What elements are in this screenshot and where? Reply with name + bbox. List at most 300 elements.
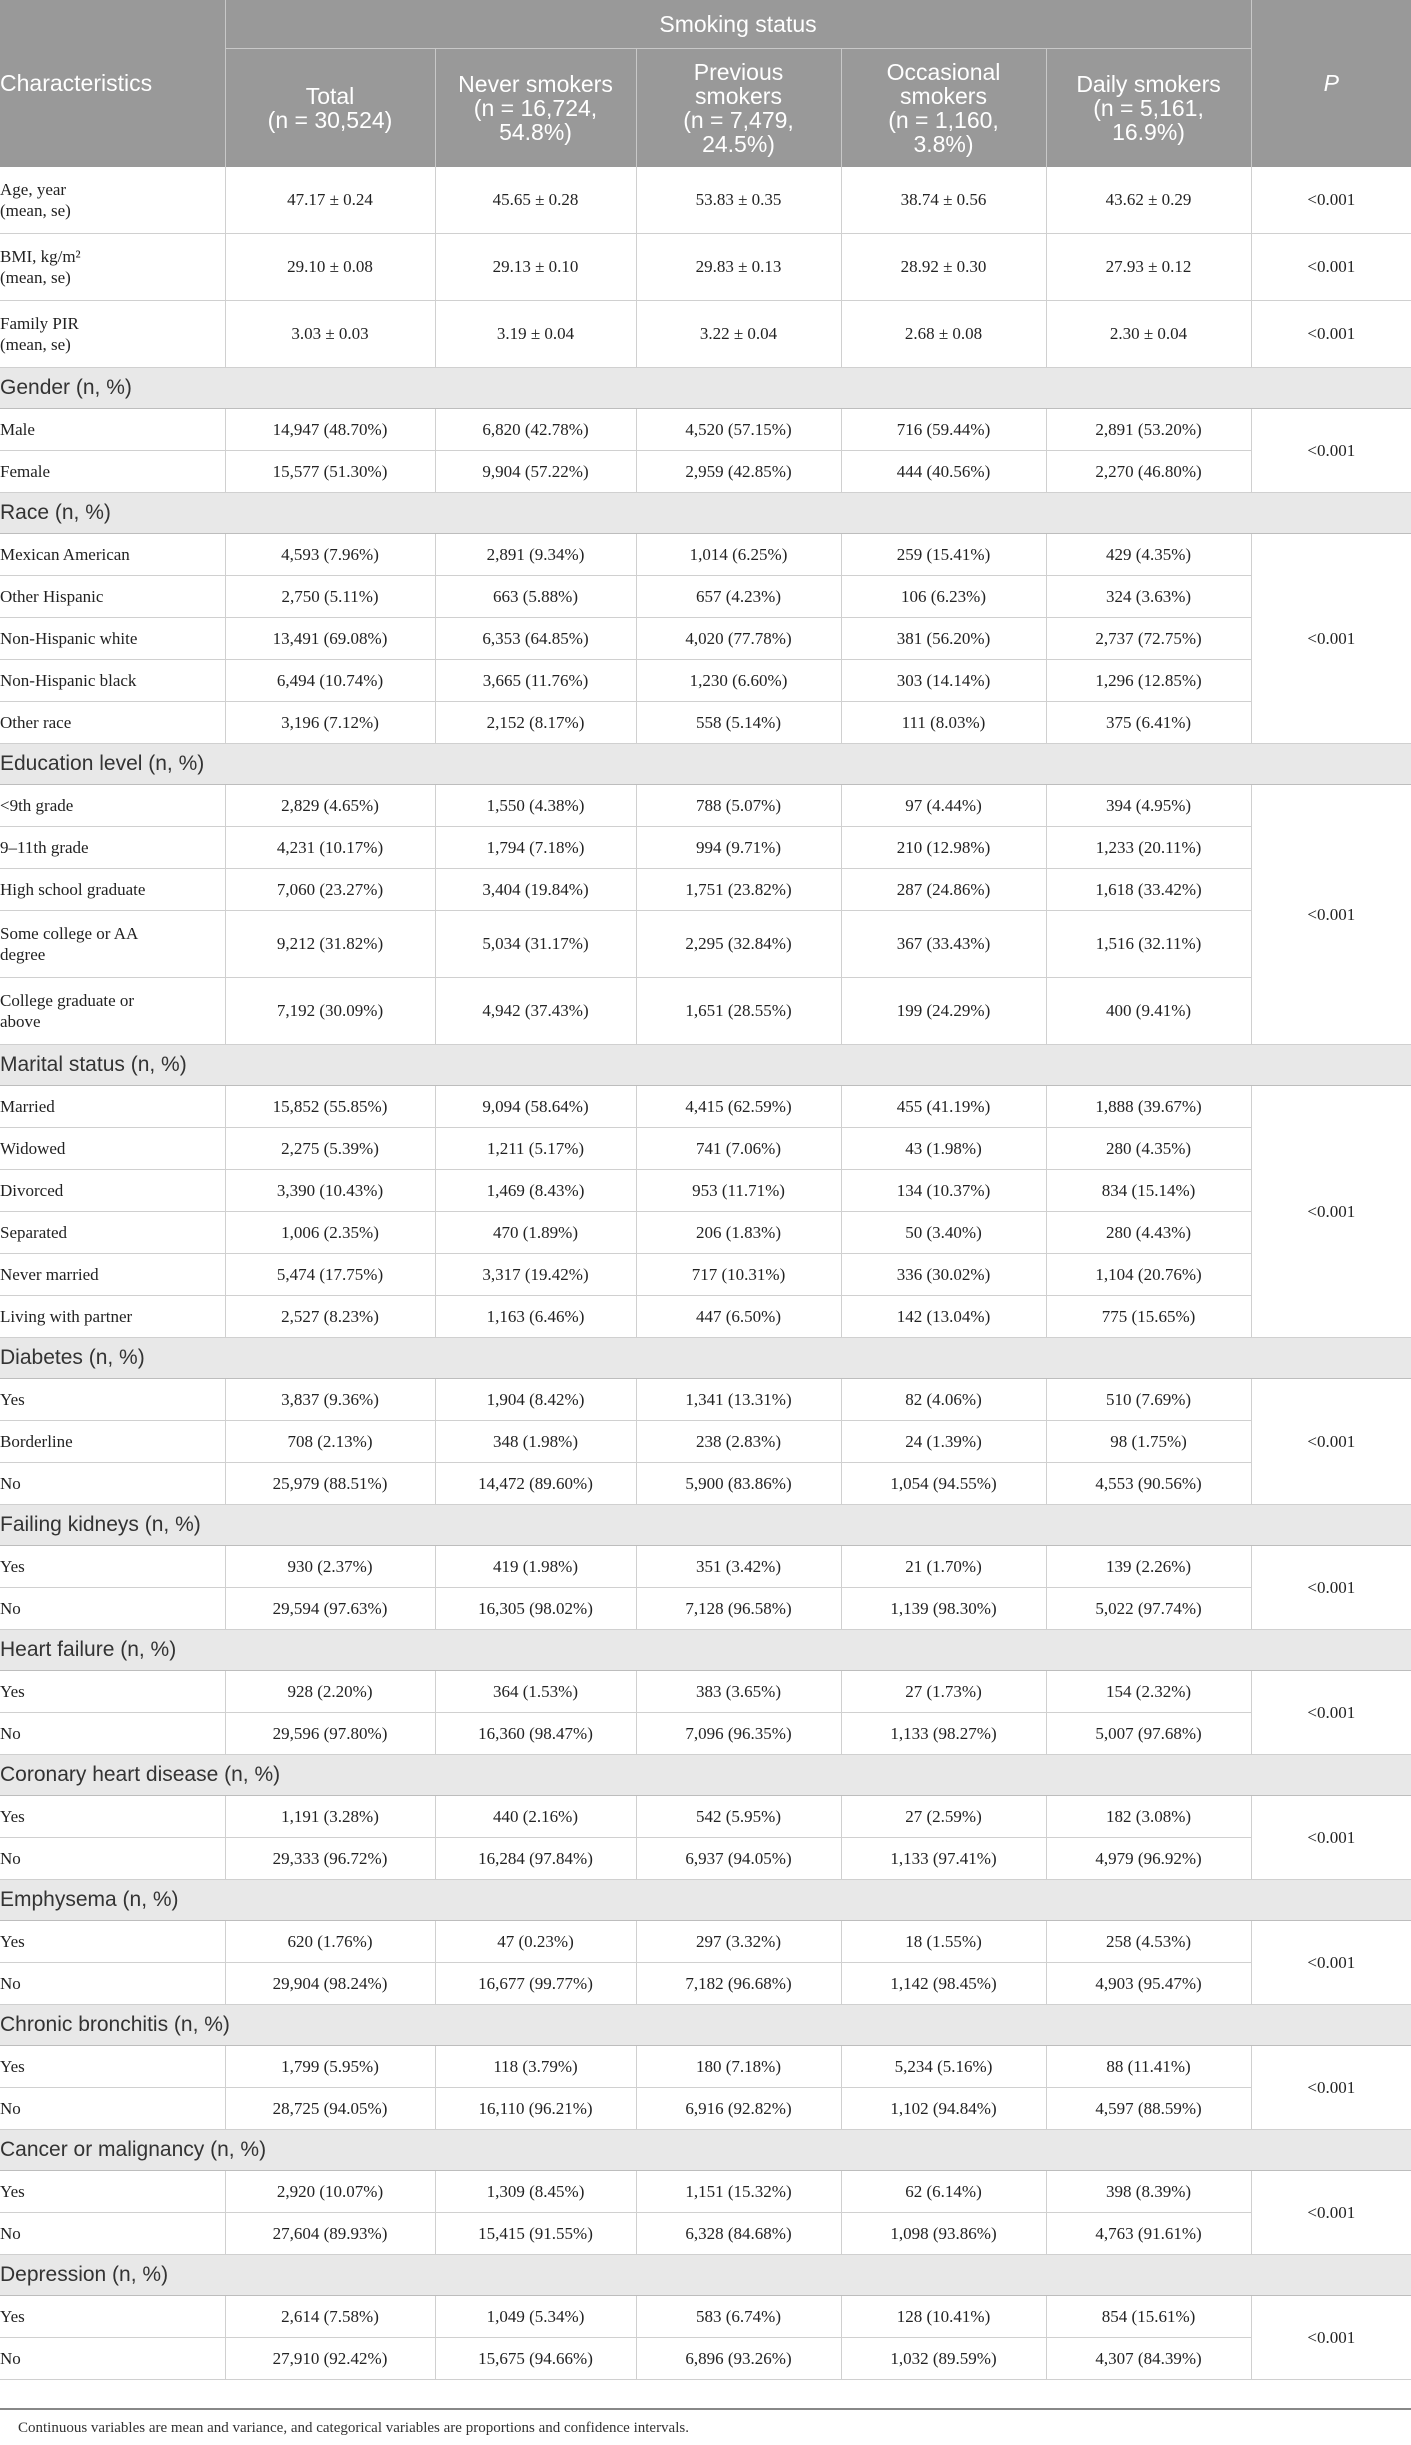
header-column-line: Previous (693, 59, 784, 85)
cell-value: 50 (3.40%) (841, 1212, 1046, 1254)
cell-value: 3,390 (10.43%) (225, 1170, 435, 1212)
row-label-line: (mean, se) (0, 335, 71, 354)
header-column-1 (435, 49, 636, 168)
header-column-line: (n = 5,161, (1093, 95, 1204, 121)
cell-value: 128 (10.41%) (841, 2296, 1046, 2338)
row-label (0, 827, 225, 869)
row-label (0, 702, 225, 744)
row-label (0, 1921, 225, 1963)
cell-value: 238 (2.83%) (636, 1421, 841, 1463)
section-header-row (0, 493, 1411, 534)
row-label-line: No (0, 1849, 21, 1868)
cell-value: 620 (1.76%) (225, 1921, 435, 1963)
cell-value: 6,820 (42.78%) (435, 409, 636, 451)
row-label (0, 1463, 225, 1505)
table-row (0, 2296, 1411, 2338)
cell-value: 27 (2.59%) (841, 1796, 1046, 1838)
cell-value: 1,516 (32.11%) (1046, 911, 1251, 978)
table-row (0, 1588, 1411, 1630)
section-title: Depression (n, %) (0, 2255, 1411, 2296)
cell-value: 5,007 (97.68%) (1046, 1713, 1251, 1755)
cell-value: 27,910 (92.42%) (225, 2338, 435, 2380)
row-label-line: Yes (0, 1557, 25, 1576)
row-label-line: Yes (0, 1932, 25, 1951)
cell-value: 43.62 ± 0.29 (1046, 167, 1251, 234)
cell-value: 5,022 (97.74%) (1046, 1588, 1251, 1630)
cell-value: 4,942 (37.43%) (435, 978, 636, 1045)
cell-value: 287 (24.86%) (841, 869, 1046, 911)
cell-value: 775 (15.65%) (1046, 1296, 1251, 1338)
table-row (0, 2338, 1411, 2380)
header-p-value: P (1251, 0, 1411, 167)
cell-value: 45.65 ± 0.28 (435, 167, 636, 234)
cell-value: 182 (3.08%) (1046, 1796, 1251, 1838)
table-row (0, 2046, 1411, 2088)
table-row (0, 1296, 1411, 1338)
cell-value: 47 (0.23%) (435, 1921, 636, 1963)
cell-value: 351 (3.42%) (636, 1546, 841, 1588)
section-title: Failing kidneys (n, %) (0, 1505, 1411, 1546)
cell-value: 29.83 ± 0.13 (636, 234, 841, 301)
row-label (0, 911, 225, 978)
cell-value: 106 (6.23%) (841, 576, 1046, 618)
table-row (0, 1212, 1411, 1254)
row-label-line: Other Hispanic (0, 587, 104, 606)
cell-value: 24 (1.39%) (841, 1421, 1046, 1463)
cell-value: 583 (6.74%) (636, 2296, 841, 2338)
cell-value: 16,305 (98.02%) (435, 1588, 636, 1630)
header-column-line: 54.8%) (499, 119, 572, 145)
cell-value: 348 (1.98%) (435, 1421, 636, 1463)
header-column-line: Total (305, 83, 355, 109)
cell-value: 259 (15.41%) (841, 534, 1046, 576)
cell-value: 1,049 (5.34%) (435, 2296, 636, 2338)
cell-value: 4,020 (77.78%) (636, 618, 841, 660)
row-label-line: <9th grade (0, 796, 74, 815)
row-label-line: Other race (0, 713, 72, 732)
cell-value: 53.83 ± 0.35 (636, 167, 841, 234)
cell-value: 1,309 (8.45%) (435, 2171, 636, 2213)
cell-value: 2,750 (5.11%) (225, 576, 435, 618)
cell-value: 28.92 ± 0.30 (841, 234, 1046, 301)
cell-value: 994 (9.71%) (636, 827, 841, 869)
cell-value: 206 (1.83%) (636, 1212, 841, 1254)
table-row (0, 534, 1411, 576)
cell-value: 2,527 (8.23%) (225, 1296, 435, 1338)
cell-value: 6,896 (93.26%) (636, 2338, 841, 2380)
table-row (0, 1546, 1411, 1588)
cell-value: 4,763 (91.61%) (1046, 2213, 1251, 2255)
cell-value: 139 (2.26%) (1046, 1546, 1251, 1588)
row-label-line: degree (0, 945, 46, 964)
cell-value: 1,102 (94.84%) (841, 2088, 1046, 2130)
row-label-line: (mean, se) (0, 268, 71, 287)
table-row (0, 1128, 1411, 1170)
section-header-row (0, 1338, 1411, 1379)
cell-value: 111 (8.03%) (841, 702, 1046, 744)
cell-value: 258 (4.53%) (1046, 1921, 1251, 1963)
cell-p-value: <0.001 (1251, 2046, 1411, 2130)
table-row (0, 785, 1411, 827)
cell-value: 1,054 (94.55%) (841, 1463, 1046, 1505)
cell-value: 953 (11.71%) (636, 1170, 841, 1212)
row-label (0, 234, 225, 301)
cell-value: 447 (6.50%) (636, 1296, 841, 1338)
cell-value: 4,553 (90.56%) (1046, 1463, 1251, 1505)
cell-value: 470 (1.89%) (435, 1212, 636, 1254)
cell-p-value: <0.001 (1251, 2171, 1411, 2255)
row-label-line: 9–11th grade (0, 838, 89, 857)
cell-value: 21 (1.70%) (841, 1546, 1046, 1588)
header-column-line: (n = 1,160, (888, 107, 999, 133)
cell-value: 1,133 (98.27%) (841, 1713, 1046, 1755)
section-header-row (0, 1505, 1411, 1546)
cell-value: 1,794 (7.18%) (435, 827, 636, 869)
table-row (0, 869, 1411, 911)
section-title: Chronic bronchitis (n, %) (0, 2005, 1411, 2046)
table-row (0, 1921, 1411, 1963)
cell-value: 1,032 (89.59%) (841, 2338, 1046, 2380)
cell-value: 440 (2.16%) (435, 1796, 636, 1838)
cell-value: 1,550 (4.38%) (435, 785, 636, 827)
cell-p-value: <0.001 (1251, 1671, 1411, 1755)
cell-p-value: <0.001 (1251, 2296, 1411, 2380)
cell-value: 18 (1.55%) (841, 1921, 1046, 1963)
cell-value: 62 (6.14%) (841, 2171, 1046, 2213)
section-title: Education level (n, %) (0, 744, 1411, 785)
cell-value: 1,151 (15.32%) (636, 2171, 841, 2213)
row-label-line: Yes (0, 2307, 25, 2326)
cell-value: 2.68 ± 0.08 (841, 301, 1046, 368)
section-header-row (0, 1755, 1411, 1796)
cell-value: 367 (33.43%) (841, 911, 1046, 978)
row-label (0, 1421, 225, 1463)
cell-value: 29,596 (97.80%) (225, 1713, 435, 1755)
row-label-line: Separated (0, 1223, 68, 1242)
header-column-line: smokers (900, 83, 987, 109)
cell-value: 6,494 (10.74%) (225, 660, 435, 702)
row-label-line: Never married (0, 1265, 99, 1284)
cell-value: 1,651 (28.55%) (636, 978, 841, 1045)
row-label (0, 2338, 225, 2380)
cell-value: 15,577 (51.30%) (225, 451, 435, 493)
row-label (0, 785, 225, 827)
table-row (0, 409, 1411, 451)
table-row (0, 451, 1411, 493)
section-header-row (0, 368, 1411, 409)
cell-value: 455 (41.19%) (841, 1086, 1046, 1128)
cell-value: 558 (5.14%) (636, 702, 841, 744)
row-label-line: College graduate or (0, 991, 135, 1010)
row-label-line: Yes (0, 2182, 25, 2201)
cell-value: 280 (4.35%) (1046, 1128, 1251, 1170)
header-column-line: smokers (695, 83, 782, 109)
cell-value: 16,110 (96.21%) (435, 2088, 636, 2130)
row-label (0, 618, 225, 660)
cell-p-value: <0.001 (1251, 409, 1411, 493)
row-label-line: Male (0, 420, 35, 439)
row-label-line: Female (0, 462, 51, 481)
row-label (0, 1379, 225, 1421)
cell-value: 9,904 (57.22%) (435, 451, 636, 493)
cell-value: 4,231 (10.17%) (225, 827, 435, 869)
cell-p-value: <0.001 (1251, 234, 1411, 301)
header-column-0 (225, 49, 435, 168)
cell-value: 154 (2.32%) (1046, 1671, 1251, 1713)
cell-value: 280 (4.43%) (1046, 1212, 1251, 1254)
cell-value: 3.03 ± 0.03 (225, 301, 435, 368)
cell-value: 28,725 (94.05%) (225, 2088, 435, 2130)
cell-value: 6,916 (92.82%) (636, 2088, 841, 2130)
row-label (0, 1796, 225, 1838)
cell-value: 7,128 (96.58%) (636, 1588, 841, 1630)
table-row (0, 1463, 1411, 1505)
cell-value: 364 (1.53%) (435, 1671, 636, 1713)
cell-value: 708 (2.13%) (225, 1421, 435, 1463)
cell-value: 13,491 (69.08%) (225, 618, 435, 660)
section-header-row (0, 744, 1411, 785)
cell-value: 663 (5.88%) (435, 576, 636, 618)
cell-value: 1,191 (3.28%) (225, 1796, 435, 1838)
cell-value: 2,829 (4.65%) (225, 785, 435, 827)
row-label (0, 869, 225, 911)
row-label-line: Some college or AA (0, 924, 139, 943)
row-label (0, 1086, 225, 1128)
row-label-line: above (0, 1012, 41, 1031)
cell-value: 3.19 ± 0.04 (435, 301, 636, 368)
cell-value: 394 (4.95%) (1046, 785, 1251, 827)
row-label (0, 1254, 225, 1296)
cell-value: 657 (4.23%) (636, 576, 841, 618)
cell-value: 4,307 (84.39%) (1046, 2338, 1251, 2380)
cell-value: 27 (1.73%) (841, 1671, 1046, 1713)
row-label-line: Borderline (0, 1432, 73, 1451)
cell-value: 1,341 (13.31%) (636, 1379, 841, 1421)
cell-value: 717 (10.31%) (636, 1254, 841, 1296)
cell-value: 1,296 (12.85%) (1046, 660, 1251, 702)
table-row (0, 2213, 1411, 2255)
cell-value: 134 (10.37%) (841, 1170, 1046, 1212)
cell-value: 1,163 (6.46%) (435, 1296, 636, 1338)
header-column-2 (636, 49, 841, 168)
cell-value: 98 (1.75%) (1046, 1421, 1251, 1463)
cell-value: 324 (3.63%) (1046, 576, 1251, 618)
cell-value: 381 (56.20%) (841, 618, 1046, 660)
table-row (0, 1796, 1411, 1838)
cell-p-value: <0.001 (1251, 1546, 1411, 1630)
header-column-line: Never smokers (458, 71, 613, 97)
section-header-row (0, 2255, 1411, 2296)
table-row (0, 1963, 1411, 2005)
row-label-line: No (0, 1724, 21, 1743)
cell-value: 4,520 (57.15%) (636, 409, 841, 451)
table-row (0, 234, 1411, 301)
cell-value: 375 (6.41%) (1046, 702, 1251, 744)
table-row (0, 1671, 1411, 1713)
header-column-line: (n = 16,724, (473, 95, 598, 121)
cell-value: 297 (3.32%) (636, 1921, 841, 1963)
row-label-line: (mean, se) (0, 201, 71, 220)
cell-value: 16,284 (97.84%) (435, 1838, 636, 1880)
cell-value: 2.30 ± 0.04 (1046, 301, 1251, 368)
row-label-line: Divorced (0, 1181, 64, 1200)
cell-value: 510 (7.69%) (1046, 1379, 1251, 1421)
cell-value: 1,888 (39.67%) (1046, 1086, 1251, 1128)
table-body (0, 167, 1411, 2380)
cell-value: 1,751 (23.82%) (636, 869, 841, 911)
cell-value: 7,182 (96.68%) (636, 1963, 841, 2005)
table-footnote: Continuous variables are mean and variance, and categorical variables are proportions and confidence intervals. (18, 2420, 689, 2436)
row-label (0, 1713, 225, 1755)
row-label (0, 1296, 225, 1338)
row-label-line: Yes (0, 1807, 25, 1826)
section-title: Cancer or malignancy (n, %) (0, 2130, 1411, 2171)
cell-value: 1,230 (6.60%) (636, 660, 841, 702)
table-row (0, 1254, 1411, 1296)
table-bottom-rule (0, 2408, 1411, 2410)
cell-value: 1,799 (5.95%) (225, 2046, 435, 2088)
cell-value: 5,474 (17.75%) (225, 1254, 435, 1296)
cell-value: 3,665 (11.76%) (435, 660, 636, 702)
row-label-line: Living with partner (0, 1307, 133, 1326)
table-row (0, 827, 1411, 869)
cell-value: 4,597 (88.59%) (1046, 2088, 1251, 2130)
header-column-line: 16.9%) (1112, 119, 1185, 145)
row-label (0, 451, 225, 493)
cell-value: 5,234 (5.16%) (841, 2046, 1046, 2088)
cell-value: 3.22 ± 0.04 (636, 301, 841, 368)
cell-value: 25,979 (88.51%) (225, 1463, 435, 1505)
cell-value: 2,891 (53.20%) (1046, 409, 1251, 451)
section-title: Heart failure (n, %) (0, 1630, 1411, 1671)
cell-value: 1,098 (93.86%) (841, 2213, 1046, 2255)
cell-value: 6,937 (94.05%) (636, 1838, 841, 1880)
table-row (0, 1086, 1411, 1128)
cell-value: 2,959 (42.85%) (636, 451, 841, 493)
row-label-line: No (0, 1474, 21, 1493)
cell-value: 7,060 (23.27%) (225, 869, 435, 911)
row-label-line: No (0, 1599, 21, 1618)
cell-value: 2,270 (46.80%) (1046, 451, 1251, 493)
cell-value: 542 (5.95%) (636, 1796, 841, 1838)
table-row (0, 618, 1411, 660)
table-row (0, 1838, 1411, 1880)
row-label-line: No (0, 2099, 21, 2118)
cell-value: 27,604 (89.93%) (225, 2213, 435, 2255)
section-title: Marital status (n, %) (0, 1045, 1411, 1086)
cell-value: 2,295 (32.84%) (636, 911, 841, 978)
cell-value: 27.93 ± 0.12 (1046, 234, 1251, 301)
cell-value: 43 (1.98%) (841, 1128, 1046, 1170)
row-label (0, 1963, 225, 2005)
cell-value: 2,891 (9.34%) (435, 534, 636, 576)
cell-value: 29.10 ± 0.08 (225, 234, 435, 301)
cell-value: 3,837 (9.36%) (225, 1379, 435, 1421)
cell-value: 4,903 (95.47%) (1046, 1963, 1251, 2005)
cell-value: 930 (2.37%) (225, 1546, 435, 1588)
cell-value: 429 (4.35%) (1046, 534, 1251, 576)
row-label-line: Yes (0, 1682, 25, 1701)
cell-value: 854 (15.61%) (1046, 2296, 1251, 2338)
cell-value: 3,404 (19.84%) (435, 869, 636, 911)
cell-value: 29.13 ± 0.10 (435, 234, 636, 301)
cell-value: 834 (15.14%) (1046, 1170, 1251, 1212)
row-label-line: No (0, 2349, 21, 2368)
row-label (0, 1170, 225, 1212)
row-label-line: Family PIR (0, 314, 79, 333)
cell-value: 1,133 (97.41%) (841, 1838, 1046, 1880)
row-label (0, 167, 225, 234)
cell-value: 7,096 (96.35%) (636, 1713, 841, 1755)
cell-value: 3,196 (7.12%) (225, 702, 435, 744)
cell-value: 2,275 (5.39%) (225, 1128, 435, 1170)
cell-value: 1,233 (20.11%) (1046, 827, 1251, 869)
row-label-line: Age, year (0, 180, 67, 199)
cell-value: 383 (3.65%) (636, 1671, 841, 1713)
section-title: Diabetes (n, %) (0, 1338, 1411, 1379)
cell-value: 29,333 (96.72%) (225, 1838, 435, 1880)
cell-p-value: <0.001 (1251, 1921, 1411, 2005)
row-label (0, 576, 225, 618)
cell-p-value: <0.001 (1251, 1379, 1411, 1505)
header-column-4 (1046, 49, 1251, 168)
cell-value: 1,904 (8.42%) (435, 1379, 636, 1421)
cell-value: 29,904 (98.24%) (225, 1963, 435, 2005)
table-row (0, 1170, 1411, 1212)
cell-value: 15,675 (94.66%) (435, 2338, 636, 2380)
section-title: Race (n, %) (0, 493, 1411, 534)
table-row (0, 978, 1411, 1045)
table-row (0, 1713, 1411, 1755)
cell-value: 2,614 (7.58%) (225, 2296, 435, 2338)
table-row (0, 2088, 1411, 2130)
header-column-line: 3.8%) (913, 131, 974, 157)
cell-value: 303 (14.14%) (841, 660, 1046, 702)
header-row (0, 0, 1411, 49)
cell-value: 180 (7.18%) (636, 2046, 841, 2088)
row-label-line: BMI, kg/m² (0, 247, 81, 266)
cell-value: 47.17 ± 0.24 (225, 167, 435, 234)
table-row (0, 911, 1411, 978)
cell-value: 6,328 (84.68%) (636, 2213, 841, 2255)
cell-value: 928 (2.20%) (225, 1671, 435, 1713)
row-label-line: Non-Hispanic black (0, 671, 137, 690)
cell-value: 142 (13.04%) (841, 1296, 1046, 1338)
table-row (0, 167, 1411, 234)
row-label-line: Married (0, 1097, 55, 1116)
header-column-line: 24.5%) (702, 131, 775, 157)
cell-value: 16,677 (99.77%) (435, 1963, 636, 2005)
section-header-row (0, 1880, 1411, 1921)
header-column-3 (841, 49, 1046, 168)
cell-value: 1,006 (2.35%) (225, 1212, 435, 1254)
cell-value: 1,139 (98.30%) (841, 1588, 1046, 1630)
table-row (0, 2171, 1411, 2213)
cell-value: 15,415 (91.55%) (435, 2213, 636, 2255)
cell-value: 398 (8.39%) (1046, 2171, 1251, 2213)
row-label (0, 1588, 225, 1630)
section-title: Coronary heart disease (n, %) (0, 1755, 1411, 1796)
cell-value: 15,852 (55.85%) (225, 1086, 435, 1128)
cell-value: 9,212 (31.82%) (225, 911, 435, 978)
cell-p-value: <0.001 (1251, 301, 1411, 368)
row-label (0, 1212, 225, 1254)
row-label (0, 534, 225, 576)
cell-p-value: <0.001 (1251, 785, 1411, 1045)
row-label (0, 2046, 225, 2088)
table-row (0, 301, 1411, 368)
cell-value: 3,317 (19.42%) (435, 1254, 636, 1296)
